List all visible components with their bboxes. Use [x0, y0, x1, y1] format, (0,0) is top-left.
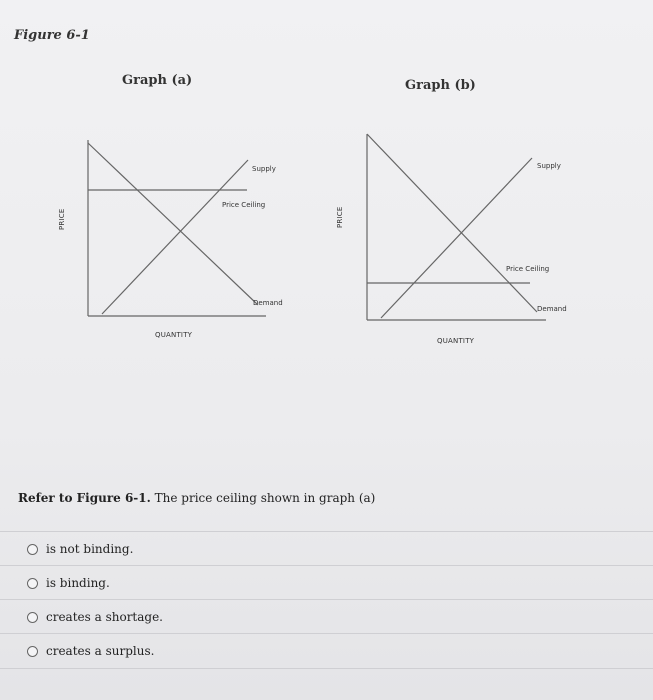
graph-b-demand-label: Demand [537, 305, 567, 313]
graph-b-title: Graph (b) [405, 78, 476, 93]
option-label: is not binding. [46, 542, 134, 556]
radio-button[interactable] [27, 578, 38, 589]
graph-a-price-label: PRICE [58, 208, 66, 230]
radio-button[interactable] [27, 612, 38, 623]
option-label: creates a shortage. [46, 610, 163, 624]
option-label: is binding. [46, 576, 110, 590]
graph-a-title: Graph (a) [122, 73, 193, 88]
graph-b-quantity-label: QUANTITY [437, 337, 475, 345]
answer-option-shortage[interactable] [0, 599, 653, 634]
graph-b-price-ceiling-label: Price Ceiling [506, 265, 550, 273]
question-body: The price ceiling shown in graph (a) [150, 491, 376, 505]
graph-a-price-ceiling-label: Price Ceiling [222, 201, 266, 209]
option-label: creates a surplus. [46, 644, 155, 658]
graph-a-demand-label: Demand [253, 299, 283, 307]
figure-title: Figure 6-1 [14, 28, 90, 43]
answer-option-binding[interactable] [0, 565, 653, 600]
question-figure-ref: Refer to Figure 6-1. [18, 491, 151, 505]
answer-option-surplus[interactable] [0, 633, 653, 669]
question-text [18, 491, 375, 505]
graph-b-price-label: PRICE [336, 206, 344, 228]
graph-a-supply-label: Supply [252, 165, 276, 173]
graph-b-supply-curve [381, 158, 532, 318]
graph-b-demand-curve [367, 134, 537, 312]
answer-option-not-binding[interactable] [0, 531, 653, 566]
graph-b-supply-label: Supply [537, 162, 561, 170]
graph-a-quantity-label: QUANTITY [155, 331, 193, 339]
radio-button[interactable] [27, 544, 38, 555]
radio-button[interactable] [27, 646, 38, 657]
